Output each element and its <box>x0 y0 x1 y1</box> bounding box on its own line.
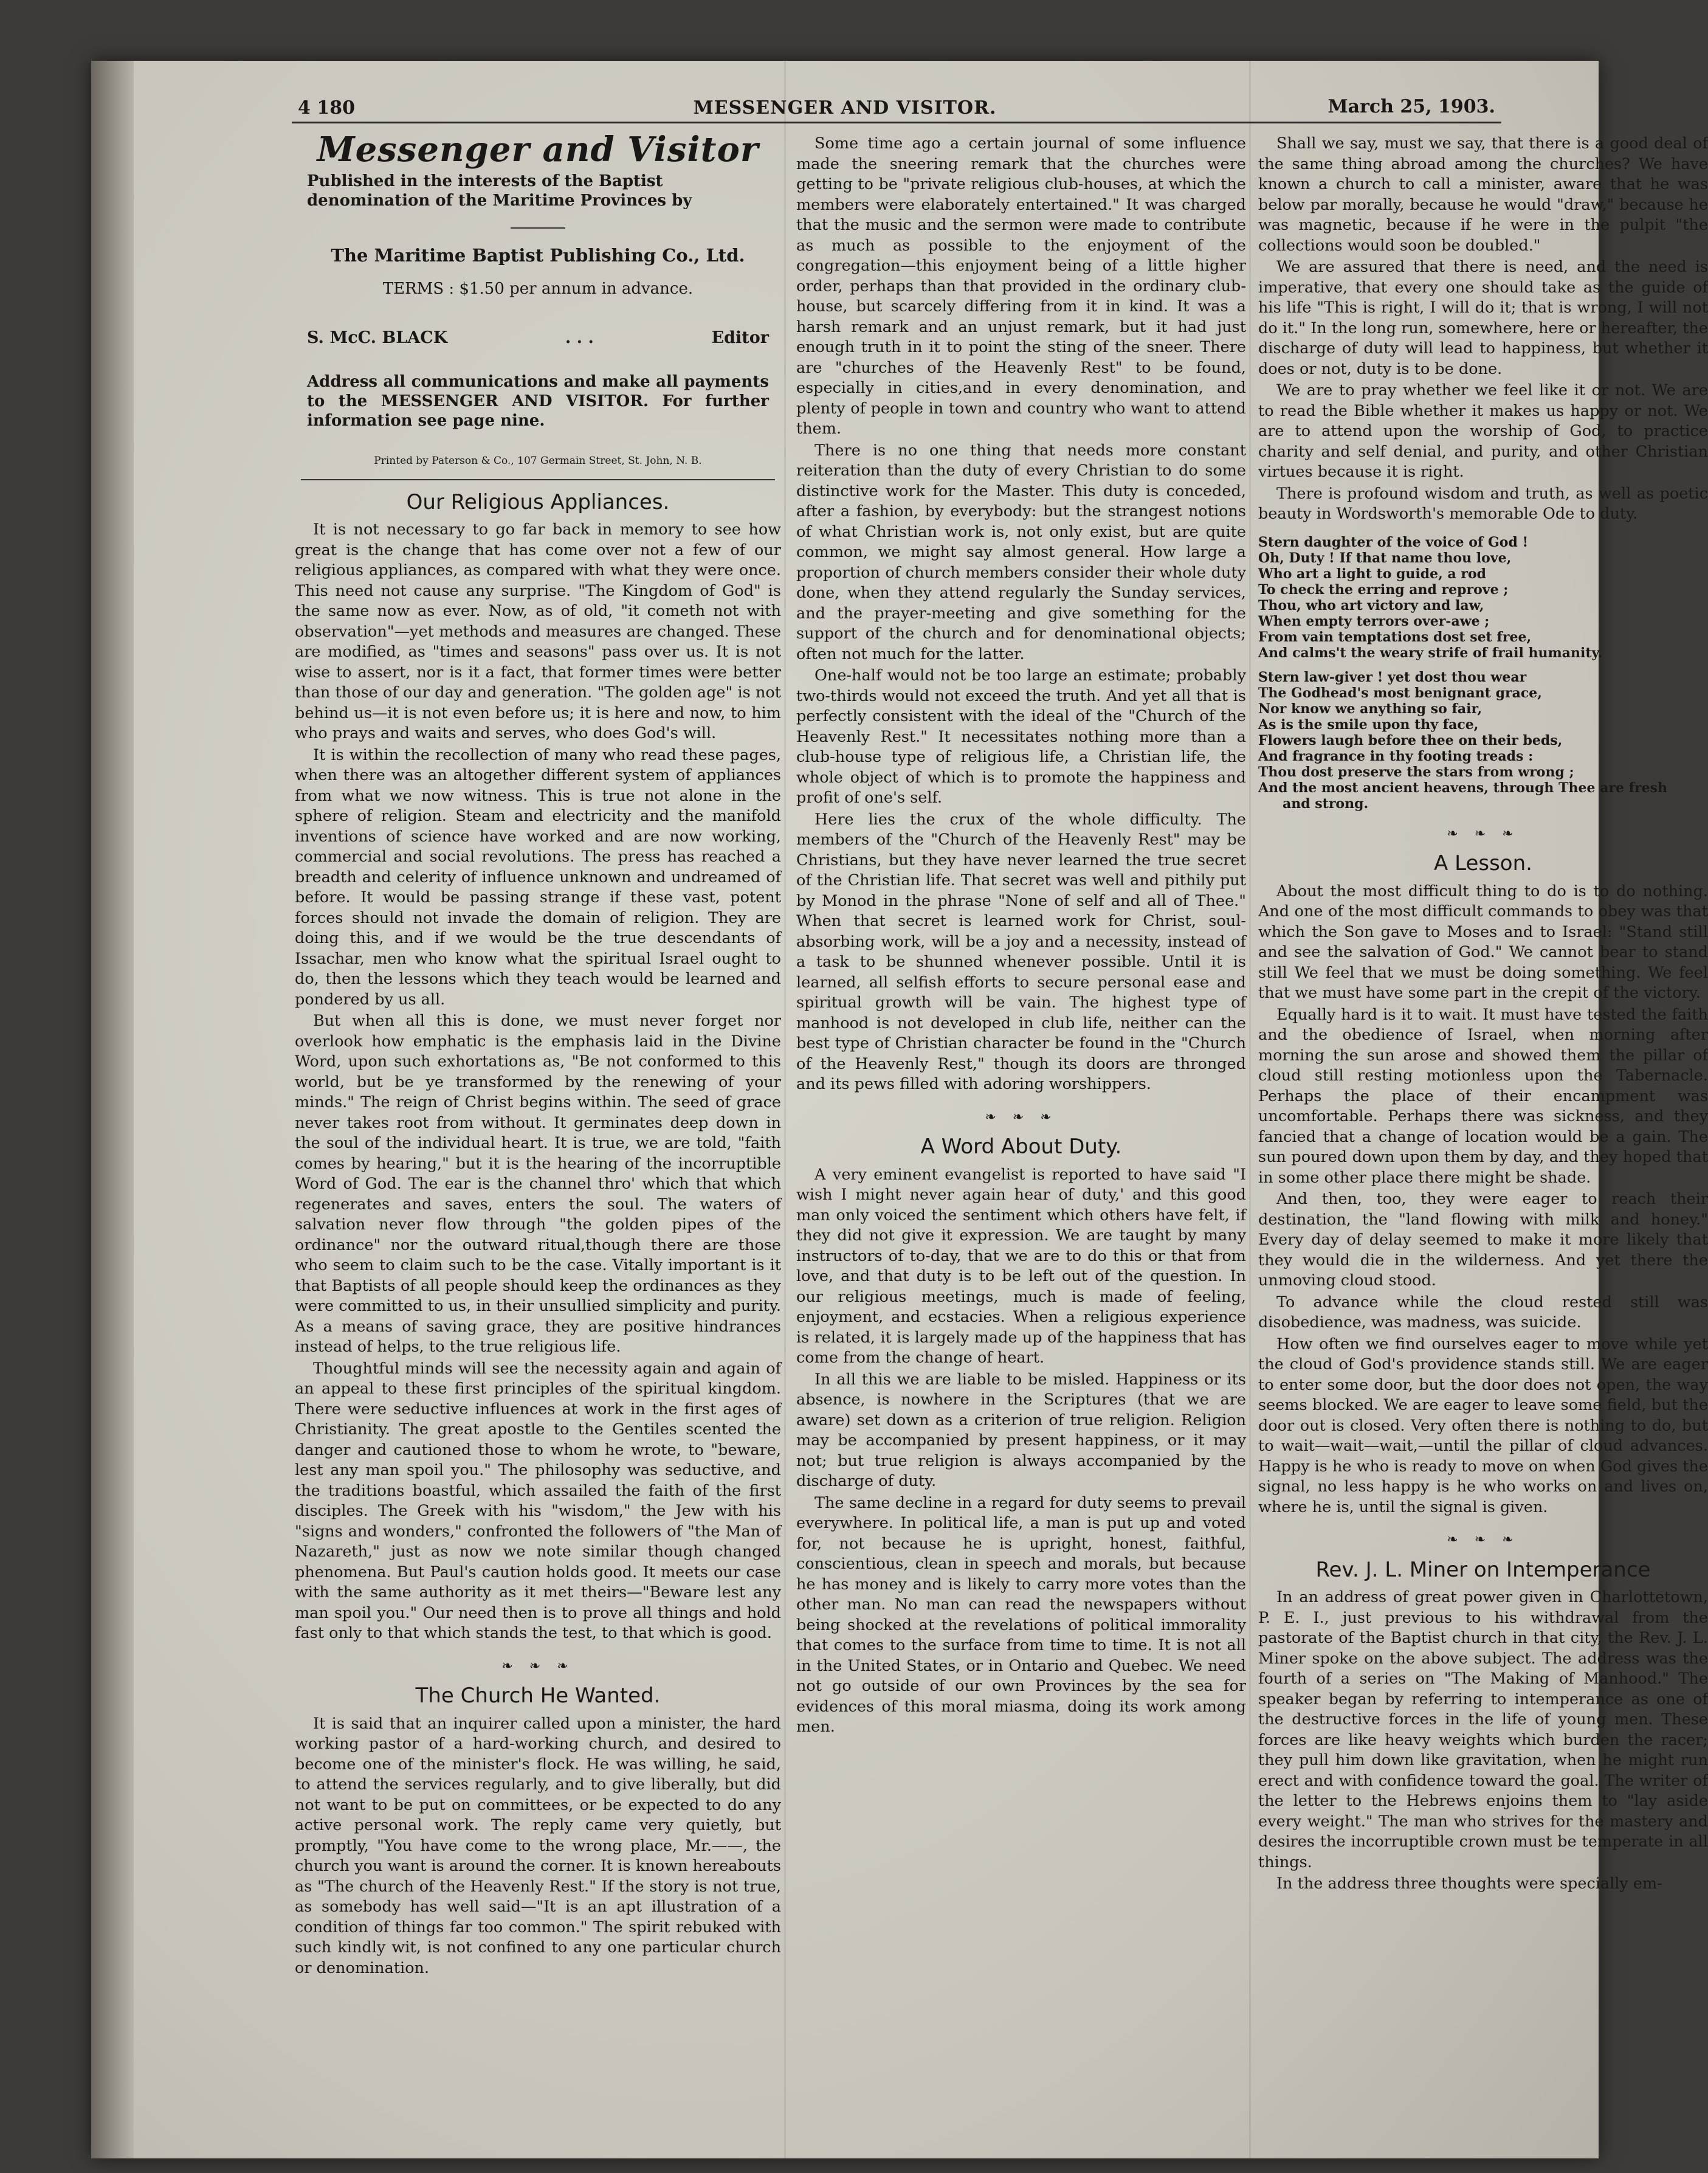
article-paragraph: To advance while the cloud rested still was disobedience, was madness, was suicide. <box>1258 1293 1708 1332</box>
column-fold <box>784 61 786 2158</box>
masthead <box>295 130 781 300</box>
poem-line: As is the smile upon thy face, <box>1258 716 1479 733</box>
paper-title: MESSENGER AND VISITOR. <box>693 97 997 119</box>
poem-line: And calms't the weary strife of frail humanity. <box>1258 644 1603 661</box>
column-fold <box>1249 61 1251 2158</box>
divider <box>511 227 565 229</box>
article-paragraph: The same decline in a regard for duty seems to prevail everywhere. In political life, a man is put up and voted for, not because he is upright, honest, faithful, conscientious, clean in speech and morals, but because he has money and is likely to carry more votes than the other man. No man can read the newspapers without being shocked at the revelations of political immorality that comes to the surface from time to time. It is not all in the United States, or in Ontario and Quebec. We need not go outside of our own Provinces by the sea for evidences of this moral miasma, doing its work among men. <box>796 1493 1246 1736</box>
address-notice: Address all communications and make all payments to the MESSENGER AND VISITOR. For further information see page nine. <box>307 373 769 430</box>
article-title: Our Religious Appliances. <box>406 489 670 514</box>
page-number: 4 180 <box>298 97 355 119</box>
article-paragraph: We are to pray whether we feel like it or not. We are to read the Bible whether it makes us happy or not. We are to attend upon the worship of God, to practice charity and self denial, and purity, and other Christian virtues because it is right. <box>1258 381 1708 481</box>
subscription-terms: TERMS : $1.50 per annum in advance. <box>382 280 694 298</box>
article-paragraph: In the address three thoughts were specially em- <box>1276 1874 1662 1893</box>
article-paragraph: How often we find ourselves eager to move while yet the cloud of God's providence stands still. We are eager to enter some door, but the door does not open, the way seems blocked. We are eager to leave some field, but the door out is closed. Very often there is nothing to do, but to wait—wait—wait,—until the pillar of cloud advances. Happy is he who is ready to move on when God gives the signal, no less happy is he who works on and lives on, where he is, until the signal is given. <box>1258 1335 1708 1516</box>
section-ornament: ❧ ❧ ❧ <box>985 1109 1058 1125</box>
masthead-name: Messenger and Visitor <box>317 130 759 170</box>
editor-name: S. McC. BLACK <box>307 328 448 347</box>
column-1 <box>295 130 781 2067</box>
article-paragraph: In all this we are liable to be misled. Happiness or its absence, is nowhere in the Scriptures (that we are aware) set down as a criterion of true religion. Religion may be accompanied by present happiness, or it may not; but true religion is always accompanied by the discharge of duty. <box>796 1370 1246 1490</box>
article-paragraph: A very eminent evangelist is reported to have said "I wish I might never again hear of duty,' and this good man only voiced the sentiment which others have felt, if they did not give it expression. We are taught by many instructors of to-day, that we are to do this or that from love, and that duty is to be left out of the question. In our religious meetings, much is made of feeling, enjoyment, and ecstacies. When a religious experience is related, it is largely made up of the happiness that has come from the change of heart. <box>796 1165 1246 1367</box>
article-paragraph: It is within the recollection of many who read these pages, when there was an altogether different system of appliances from what we now witness. This is true not alone in the sphere of religion. Steam and electricity and the manifold inventions of science have worked and are now working, commercial and social revolutions. The press has reached a breadth and celerity of influence unknown and undreamed of before. It would be passing strange if these vast, potent forces should not invade the domain of religion. They are doing this, and if we would be the true descendants of Issachar, men who know what the spiritual Israel ought to do, then the lessons which they teach would be learned and pondered by us all. <box>295 745 781 1009</box>
issue-date: March 25, 1903. <box>1327 96 1495 117</box>
editor-dots: . . . <box>565 328 594 347</box>
article-title: The Church He Wanted. <box>415 1684 661 1708</box>
poem-line: Who art a light to guide, a rod <box>1258 565 1487 582</box>
section-ornament: ❧ ❧ ❧ <box>1447 1532 1520 1547</box>
poem-stanza-break <box>1258 661 1708 669</box>
poem-quote <box>1258 534 1708 812</box>
poem-line: And fragrance in thy footing treads : <box>1258 748 1534 764</box>
article-paragraph: In an address of great power given in Charlottetown, P. E. I., just previous to his withdrawal from the pastorate of the Baptist church in that city, the Rev. J. L. Miner spoke on the above subject. The address was the fourth of a series on "The Making of Manhood." The speaker began by referring to intemperance as one of the destructive forces in the life of young men. These forces are like heavy weights which burden the racer; they pull him down like gravitation, when he might run erect and with confidence toward the goal. The writer of the letter to the Hebrews enjoins them to "lay aside every weight." The man who strives for the mastery and desires the incorruptible crown must be temperate in all things. <box>1258 1588 1708 1871</box>
section-ornament: ❧ ❧ ❧ <box>1447 826 1520 841</box>
poem-line: Thou, who art victory and law, <box>1258 597 1484 613</box>
article-paragraph: Here lies the crux of the whole difficulty. The members of the "Church of the Heavenly Rest" may be Christians, but they have never learned the true secret of the Christian life. That secret was well and pithily put by Monod in the phrase "None of self and all of Thee." When that secret is learned work for Christ, soul-absorbing work, will be a joy and a necessity, instead of a task to be shunned whenever possible. Until it is learned, all selfish efforts to secure personal ease and spiritual growth will be vain. The highest type of manhood is not developed in club life, neither can the best type of Christian character be found in the "Church of the Heavenly Rest," though its doors are thronged and its pews filled with adoring worshippers. <box>796 810 1246 1093</box>
divider <box>301 479 775 480</box>
article-paragraph: Some time ago a certain journal of some influence made the sneering remark that the churches were getting to be "private religious club-houses, at which the members were elaborately entertained." It was charged that the music and the sermon were made to contribute as much as possible to the enjoyment of the congregation—this enjoyment being of a little higher order, perhaps than that provided in the ordinary club-house, but scarcely differing from it in kind. It was a harsh remark and an unjust remark, but it had just enough truth in it to point the sting of the sneer. There are "churches of the Heavenly Rest" to be found, especially in cities,and in every denomination, and plenty of people in town and country who want to attend them. <box>796 134 1246 438</box>
column-2 <box>796 134 1246 2067</box>
column-3 <box>1258 134 1708 2067</box>
article-paragraph: One-half would not be too large an estimate; probably two-thirds would not exceed the truth. And yet all that is perfectly consistent with the ideal of the "Church of the Heavenly Rest." It necessitates nothing more than a club-house type of religious life, a Christian life, the whole object of which is to promote the happiness and profit of one's self. <box>796 666 1246 807</box>
article-title: A Lesson. <box>1434 851 1532 876</box>
publisher-name: The Maritime Baptist Publishing Co., Ltd. <box>331 244 745 266</box>
newspaper-page <box>91 61 1708 2158</box>
masthead-subtitle: Published in the interests of the Baptist denomination of the Maritime Provinces by <box>307 171 692 210</box>
article-paragraph: Shall we say, must we say, that there is a good deal of the same thing abroad among the churches? We have known a church to call a minister, aware that he was below par morally, because he would "draw," because he was magnetic, because if he were in the pulpit "the collections would soon be doubled." <box>1258 134 1708 255</box>
poem-line: And the most ancient heavens, through Thee are fresh <box>1258 779 1668 796</box>
article-title: A Word About Duty. <box>920 1135 1122 1159</box>
article-paragraph: But when all this is done, we must never forget nor overlook how emphatic is the emphasis laid in the Divine Word, upon such exhortations as, "Be not conformed to this world, but be ye transformed by the renewing of your minds." The reign of Christ begins within. The seed of grace never takes root from without. It germinates deep down in the soul of the individual heart. It is true, we are told, "faith comes by hearing," but it is the hearing of the incorruptible Word of God. The ear is the channel thro' which that which regenerates and saves, enters the soul. The waters of salvation never flow through "the golden pipes of the ordinance" nor the outward ritual,though there are those who seem to claim such to be the case. Vitally important is it that Baptists of all people should keep the ordinances as they were committed to us, in their unsullied simplicity and purity. As a means of saving grace, they are positive hindrances instead of helps, to the true religious life. <box>295 1012 781 1356</box>
poem-line: To check the erring and reprove ; <box>1258 581 1509 598</box>
editor-line <box>307 328 769 348</box>
poem-line: Flowers laugh before thee on their beds, <box>1258 732 1563 748</box>
article-paragraph: It is not necessary to go far back in memory to see how great is the change that has come over not a few of our religious appliances, as compared with what they were once. This need not cause any surprise. "The Kingdom of God" is the same now as ever. Now, as of old, "it cometh not with observation"—yet methods and measures are changed. These are modified, as "times and seasons" pass over us. It is not wise to assert, nor is it a fact, that former times were better than those of our day and generation. "The golden age" is not behind us—it is not even before us; it is here and now, to him who prays and waits and serves, who does God's will. <box>295 520 781 742</box>
article-paragraph: And then, too, they were eager to reach their destination, the "land flowing with milk and honey." Every day of delay seemed to make it more likely that they would die in the wilderness. And yet there the unmoving cloud stood. <box>1258 1190 1708 1290</box>
page-edge-shadow <box>91 61 134 2158</box>
article-paragraph: There is profound wisdom and truth, as well as poetic beauty in Wordsworth's memorable Ode to duty. <box>1258 484 1708 523</box>
article-paragraph: About the most difficult thing to do is to do nothing. And one of the most difficult commands to obey was that which the Son gave to Moses and to Israel: "Stand still and see the salvation of God." We cannot bear to stand still We feel that we must be doing something. We feel that we must have some part in the crepit of the victory. <box>1258 882 1708 1002</box>
editor-role: Editor <box>711 328 769 347</box>
poem-line: Nor know we anything so fair, <box>1258 700 1482 717</box>
poem-line: Stern law-giver ! yet dost thou wear <box>1258 669 1527 685</box>
article-title: Rev. J. L. Miner on Intemperance <box>1315 1557 1651 1582</box>
article-paragraph: There is no one thing that needs more constant reiteration than the duty of every Christian to do some distinctive work for the Master. This duty is conceded, after a fashion, by everybody: but the strangest notions of what Christian work is, not only exist, but are quite common, we might say almost general. How large a proportion of church members consider their whole duty done, when they attend regularly the Sunday services, and the prayer-meeting and give something for the support of the church and for denominational objects; often not much for the latter. <box>796 441 1246 663</box>
printer-line: Printed by Paterson & Co., 107 Germain Street, St. John, N. B. <box>374 455 702 467</box>
poem-line: The Godhead's most benignant grace, <box>1258 685 1542 701</box>
poem-line: Oh, Duty ! If that name thou love, <box>1258 550 1512 566</box>
poem-line: When empty terrors over-awe ; <box>1258 613 1490 629</box>
poem-line: From vain temptations dost set free, <box>1258 629 1532 645</box>
poem-line: Stern daughter of the voice of God ! <box>1258 534 1529 550</box>
article-paragraph: Equally hard is it to wait. It must have tested the faith and the obedience of Israel, when morning after morning the sun arose and showed them the pillar of cloud still resting motionless upon the Tabernacle. Perhaps the place of their encampment was uncomfortable. Perhaps there was sickness, and they fancied that a change of location would be a gain. The sun poured down upon them by day, and they hoped that in some other place there might be shade. <box>1258 1005 1708 1187</box>
article-paragraph: We are assured that there is need, and the need is imperative, that every one should take as the guide of his life "This is right, I will do it; that is wrong, I will not do it." In the long run, somewhere, here or hereafter, the discharge of duty will lead to happiness, but whether it does or not, duty is to be done. <box>1258 258 1708 378</box>
poem-line: Thou dost preserve the stars from wrong ; <box>1258 764 1574 780</box>
poem-line: and strong. <box>1283 795 1369 812</box>
section-ornament: ❧ ❧ ❧ <box>501 1658 574 1674</box>
article-paragraph: It is said that an inquirer called upon a minister, the hard working pastor of a hard-working church, and desired to become one of the minister's flock. He was willing, he said, to attend the services regularly, and to give liberally, but did not want to be put on committees, or be expected to do any active personal work. The reply came very quietly, but promptly, "You have come to the wrong place, Mr.——, the church you want is around the corner. It is known hereabouts as "The church of the Heavenly Rest." If the story is not true, as somebody has well said—"It is an apt illustration of a condition of things far too common." The spirit rebuked with such kindly wit, is not confined to any one particular church or denomination. <box>295 1714 781 1977</box>
header-rule <box>292 122 1501 123</box>
article-paragraph: Thoughtful minds will see the necessity again and again of an appeal to these first principles of the spiritual kingdom. There were seductive influences at work in the first ages of Christianity. The great apostle to the Gentiles scented the danger and cautioned those to whom he wrote, to "beware, lest any man spoil you." The philosophy was seductive, and the traditions boastful, which assailed the faith of the first disciples. The Greek with his "wisdom," the Jew with his "signs and wonders," confronted the followers of "the Man of Nazareth," just as now we note similar though changed phenomena. But Paul's caution holds good. It meets our case with the same authority as it met theirs—"Beware lest any man spoil you." Our need then is to prove all things and hold fast only to that which stands the test, to that which is good. <box>295 1359 781 1642</box>
